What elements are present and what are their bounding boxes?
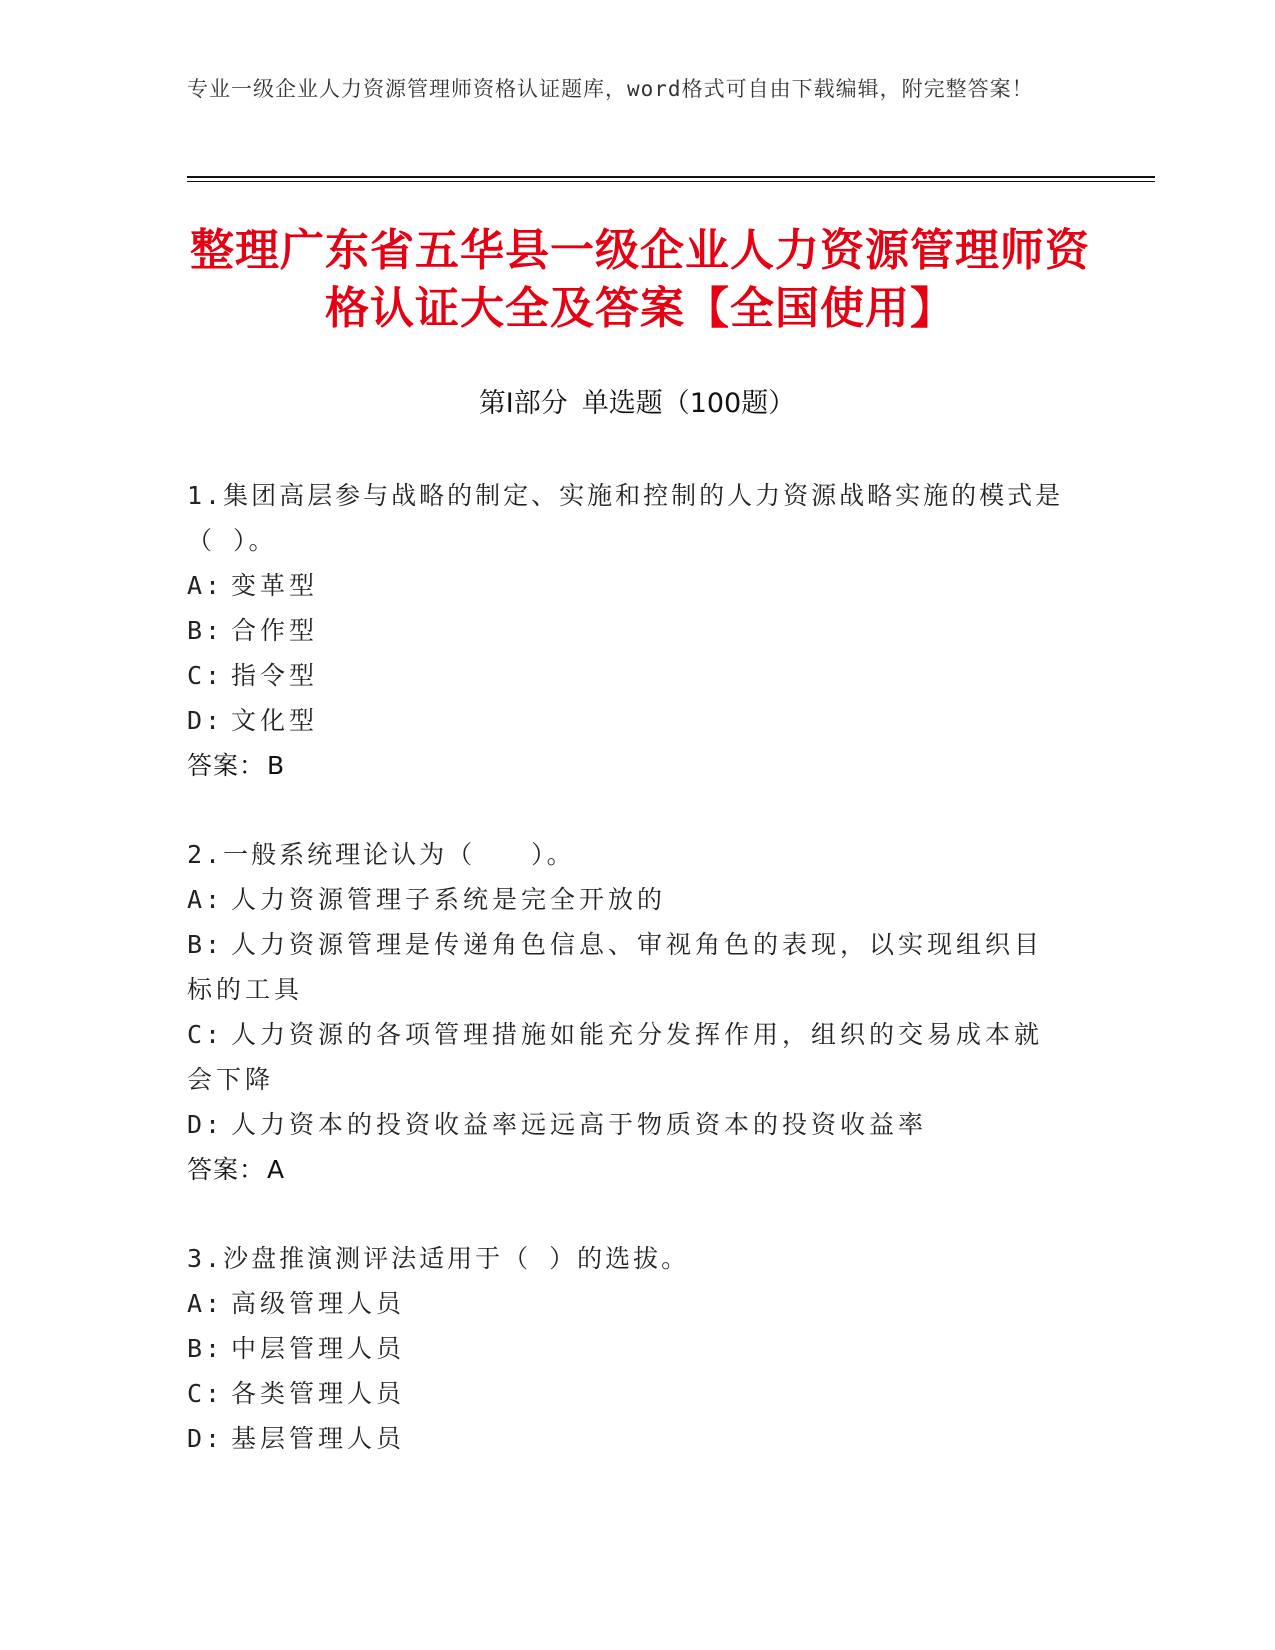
answer-value: B <box>267 751 286 780</box>
question-1 <box>187 473 1067 788</box>
answer-line <box>187 1147 1067 1192</box>
answer-value: A <box>267 1155 286 1184</box>
option-letter: C: <box>187 661 224 690</box>
option-b <box>187 1326 1067 1371</box>
option-a <box>187 563 1067 608</box>
option-letter: B: <box>187 930 224 959</box>
option-text: 各类管理人员 <box>231 1379 406 1408</box>
header-divider-thin <box>187 181 1155 182</box>
option-text: 中层管理人员 <box>231 1334 406 1363</box>
question-3 <box>187 1236 1067 1461</box>
answer-line <box>187 743 1067 788</box>
option-c <box>187 653 1067 698</box>
option-d <box>187 1102 1067 1147</box>
option-text: 人力资源管理子系统是完全开放的 <box>231 885 667 914</box>
header-divider-thick <box>187 176 1155 178</box>
option-letter: C: <box>187 1020 224 1049</box>
option-text: 高级管理人员 <box>231 1289 406 1318</box>
question-stem: 1.集团高层参与战略的制定、实施和控制的人力资源战略实施的模式是（ ）。 <box>187 481 1064 555</box>
option-c <box>187 1371 1067 1416</box>
option-letter: B: <box>187 1334 224 1363</box>
option-letter: C: <box>187 1379 224 1408</box>
option-text: 指令型 <box>231 661 319 690</box>
option-letter: A: <box>187 571 224 600</box>
option-a <box>187 877 1067 922</box>
header-note: 专业一级企业人力资源管理师资格认证题库，word格式可自由下载编辑，附完整答案！ <box>187 77 1034 101</box>
document-title: 整理广东省五华县一级企业人力资源管理师资格认证大全及答案【全国使用】 <box>190 225 1090 334</box>
option-text: 人力资本的投资收益率远远高于物质资本的投资收益率 <box>231 1110 928 1139</box>
question-2 <box>187 832 1067 1192</box>
option-text: 人力资源管理是传递角色信息、审视角色的表现，以实现组织目标的工具 <box>187 930 1044 1004</box>
option-letter: D: <box>187 706 224 735</box>
option-text: 合作型 <box>231 616 319 645</box>
option-text: 人力资源的各项管理措施如能充分发挥作用，组织的交易成本就会下降 <box>187 1020 1044 1094</box>
option-d <box>187 1416 1067 1461</box>
question-stem: 2.一般系统理论认为（ ）。 <box>187 840 575 869</box>
option-letter: B: <box>187 616 224 645</box>
option-text: 文化型 <box>231 706 319 735</box>
answer-label: 答案： <box>187 1155 266 1184</box>
option-b <box>187 922 1067 1012</box>
section-heading <box>187 386 1087 422</box>
option-b <box>187 608 1067 653</box>
option-c <box>187 1012 1067 1102</box>
option-letter: D: <box>187 1110 224 1139</box>
option-text: 变革型 <box>231 571 319 600</box>
option-letter: A: <box>187 1289 224 1318</box>
option-text: 基层管理人员 <box>231 1424 406 1453</box>
option-d <box>187 698 1067 743</box>
section-part: 第I部分 <box>478 388 568 419</box>
option-letter: D: <box>187 1424 224 1453</box>
section-name: 单选题（100题） <box>581 388 796 419</box>
option-letter: A: <box>187 885 224 914</box>
option-a <box>187 1281 1067 1326</box>
question-stem: 3.沙盘推演测评法适用于（ ）的选拔。 <box>187 1244 690 1273</box>
answer-label: 答案： <box>187 751 266 780</box>
